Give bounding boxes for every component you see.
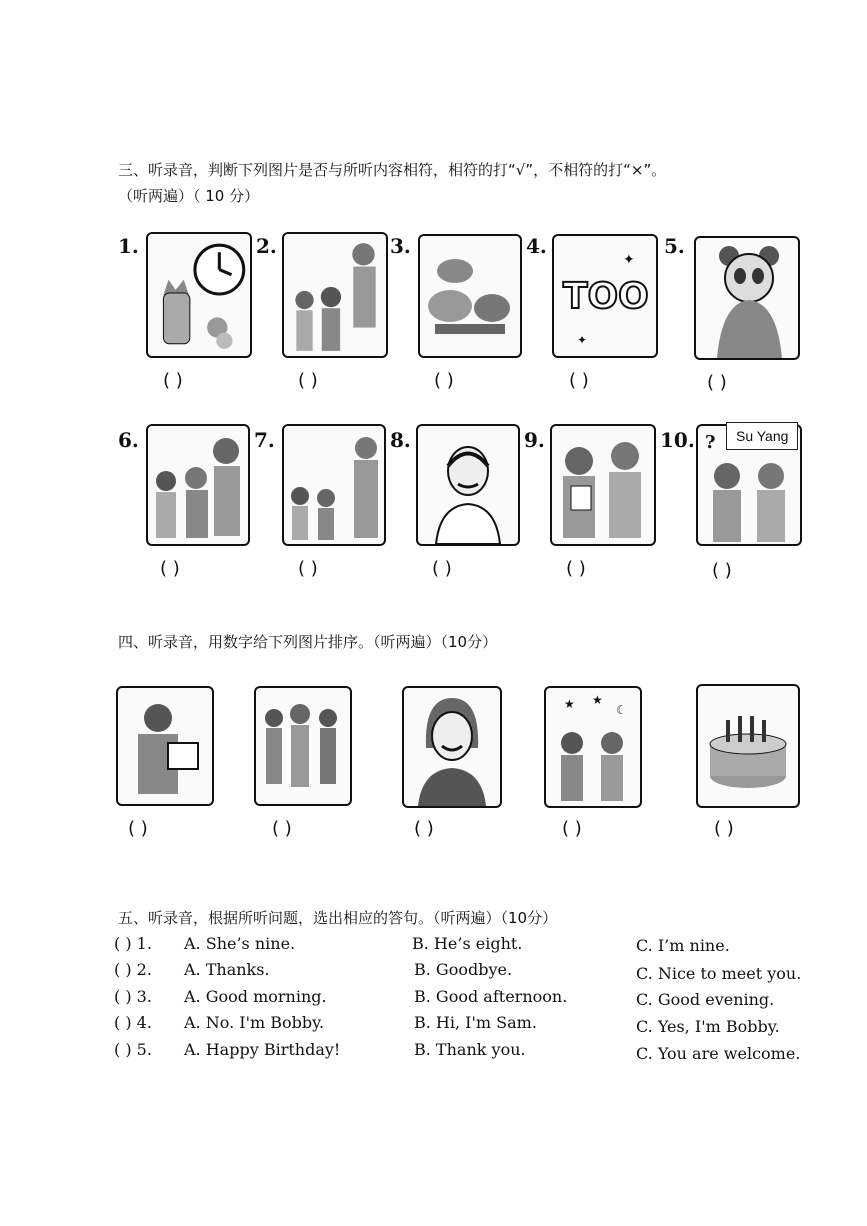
question-1-option-a: A. She’s nine.: [184, 934, 296, 953]
answer-blank[interactable]: ( ): [434, 370, 454, 391]
answer-blank[interactable]: ( ): [128, 818, 148, 839]
night-children-picture: [544, 686, 642, 808]
svg-text:★: ★: [564, 697, 575, 711]
question-2-blank[interactable]: ( ) 2.: [114, 960, 152, 979]
question-5-blank[interactable]: ( ) 5.: [114, 1040, 152, 1059]
item-number: 6.: [118, 428, 139, 452]
question-2-option-a: A. Thanks.: [184, 960, 270, 979]
item-number: 5.: [664, 234, 685, 258]
answer-blank[interactable]: ( ): [566, 558, 586, 579]
teacher-children-picture: [282, 232, 388, 358]
section-4-title: 四、听录音，用数字给下列图片排序。（听两遍）（10分）: [118, 633, 498, 651]
svg-text:★: ★: [592, 693, 603, 707]
cat-clock-picture: [146, 232, 252, 358]
answer-blank[interactable]: ( ): [432, 558, 452, 579]
question-5-option-c: C. You are welcome.: [636, 1044, 801, 1063]
dogs-picture: [418, 234, 522, 358]
question-4-blank[interactable]: ( ) 4.: [114, 1013, 152, 1032]
answer-blank[interactable]: ( ): [163, 370, 183, 391]
question-3-option-b: B. Good afternoon.: [414, 987, 568, 1006]
item-number: 2.: [256, 234, 277, 258]
section-3-title: 三、听录音，判断下列图片是否与所听内容相符，相符的打“√”，不相符的打“×”。: [118, 161, 667, 179]
man-portrait-picture: [416, 424, 520, 546]
item-number: 7.: [254, 428, 275, 452]
svg-text:✦: ✦: [577, 333, 588, 347]
svg-text:✦: ✦: [623, 252, 635, 268]
question-5-option-b: B. Thank you.: [414, 1040, 526, 1059]
too-word: TOO: [563, 276, 649, 317]
too-word-picture: [552, 234, 658, 358]
item-number: 1.: [118, 234, 139, 258]
item-number: 8.: [390, 428, 411, 452]
item-number: 9.: [524, 428, 545, 452]
question-3-option-a: A. Good morning.: [184, 987, 327, 1006]
question-4-option-c: C. Yes, I'm Bobby.: [636, 1017, 780, 1036]
question-1-option-c: C. I’m nine.: [636, 936, 730, 955]
person-reading-picture: [116, 686, 214, 806]
panda-picture: [694, 236, 800, 360]
answer-blank[interactable]: ( ): [298, 370, 318, 391]
item-number: 4.: [526, 234, 547, 258]
teacher-class-picture: [282, 424, 386, 546]
family-picture: [146, 424, 250, 546]
question-3-blank[interactable]: ( ) 3.: [114, 987, 152, 1006]
question-1-option-b: B. He’s eight.: [412, 934, 523, 953]
answer-blank[interactable]: ( ): [298, 558, 318, 579]
answer-blank[interactable]: ( ): [272, 818, 292, 839]
su-yang-label: Su Yang: [726, 422, 798, 450]
answer-blank[interactable]: ( ): [414, 818, 434, 839]
item-number: 3.: [390, 234, 411, 258]
answer-blank[interactable]: ( ): [714, 818, 734, 839]
section-5-title: 五、听录音，根据所听问题，选出相应的答句。（听两遍）（10分）: [118, 909, 558, 927]
answer-blank[interactable]: ( ): [562, 818, 582, 839]
answer-blank[interactable]: ( ): [712, 560, 732, 581]
three-people-picture: [254, 686, 352, 806]
question-2-option-c: C. Nice to meet you.: [636, 964, 802, 983]
children-card-picture: [550, 424, 656, 546]
question-4-option-a: A. No. I'm Bobby.: [184, 1013, 325, 1032]
question-2-option-b: B. Goodbye.: [414, 960, 513, 979]
answer-blank[interactable]: ( ): [707, 372, 727, 393]
item-number: 10.: [660, 428, 695, 452]
svg-text:?: ?: [705, 432, 716, 453]
question-1-blank[interactable]: ( ) 1.: [114, 934, 152, 953]
question-3-option-c: C. Good evening.: [636, 990, 775, 1009]
svg-text:☾: ☾: [616, 703, 627, 717]
birthday-cake-picture: [696, 684, 800, 808]
answer-blank[interactable]: ( ): [569, 370, 589, 391]
question-5-option-a: A. Happy Birthday!: [184, 1040, 341, 1059]
section-3-subtitle: （听两遍）（ 10 分）: [118, 187, 260, 205]
girl-portrait-picture: [402, 686, 502, 808]
answer-blank[interactable]: ( ): [160, 558, 180, 579]
question-4-option-b: B. Hi, I'm Sam.: [414, 1013, 537, 1032]
